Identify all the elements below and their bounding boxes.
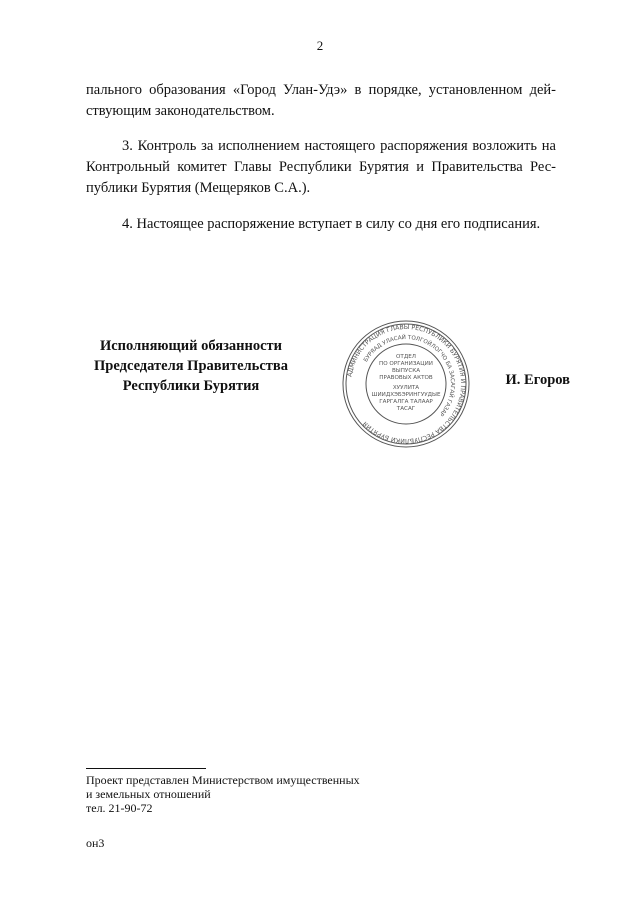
footer-line: тел. 21-90-72 — [86, 801, 153, 815]
seal-outer-text: АДМИНИСТРАЦИЯ ГЛАВЫ РЕСПУБЛИКИ БУРЯТИЯ И ПРАВИТЕЛЬСТВА РЕСПУБЛИКИ БУРЯТИЯ — [346, 323, 467, 445]
paragraph-2 — [86, 136, 556, 199]
footer-line: и земельных отношений — [86, 787, 211, 801]
seal-center-line: ГАРГАЛГА ТАЛААР — [379, 399, 433, 405]
signatory-position-line: Республики Бурятия — [122, 378, 260, 394]
seal-center-line: ОТДЕЛ — [396, 354, 416, 360]
footer-note — [86, 773, 360, 815]
document-code: он3 — [86, 836, 105, 850]
paragraph-1-line-2: ствующим законодательством. — [86, 103, 275, 119]
page-number: 2 — [316, 38, 324, 53]
paragraph-1 — [86, 80, 556, 122]
paragraph-2-line-2: Контрольный комитет Главы Республики Бурятия и Правительства Рес- — [86, 159, 556, 175]
footer-line: Проект представлен Министерством имущественных — [86, 773, 360, 787]
paragraph-3 — [86, 214, 556, 235]
seal-center-line: ТАСАГ — [396, 406, 416, 412]
seal-inner-text: БУРЯАД УЛАСАЙ ТОЛГОЙЛОГЧО БА ЗАСАГАЙ ГАЗАР — [363, 334, 456, 417]
signatory-position-line: Исполняющий обязанности — [99, 338, 283, 354]
paragraph-1-line-1: пального образования «Город Улан-Удэ» в порядке, установленном дей- — [86, 82, 556, 98]
official-seal-stamp — [340, 318, 472, 450]
signatory-position — [86, 336, 296, 396]
footer-divider — [86, 768, 206, 769]
seal-center-line: ПО ОРГАНИЗАЦИИ — [379, 361, 433, 367]
seal-center-line: ВЫПУСКА — [391, 368, 421, 374]
seal-center-line: ШИИДХЭБЭРИНГУУДЫЕ — [371, 392, 441, 398]
seal-center-line: ХУУЛИТА — [392, 385, 420, 391]
paragraph-2-line-1: 3. Контроль за исполнением настоящего распоряжения возложить на — [122, 138, 556, 154]
signatory-name: И. Егоров — [505, 372, 570, 388]
paragraph-2-line-3: публики Бурятия (Мещеряков С.А.). — [86, 180, 311, 196]
paragraph-3-line-1: 4. Настоящее распоряжение вступает в силу со дня его подписания. — [122, 216, 541, 232]
seal-center-line: ПРАВОВЫХ АКТОВ — [379, 375, 433, 381]
signatory-position-line: Председателя Правительства — [94, 358, 288, 374]
